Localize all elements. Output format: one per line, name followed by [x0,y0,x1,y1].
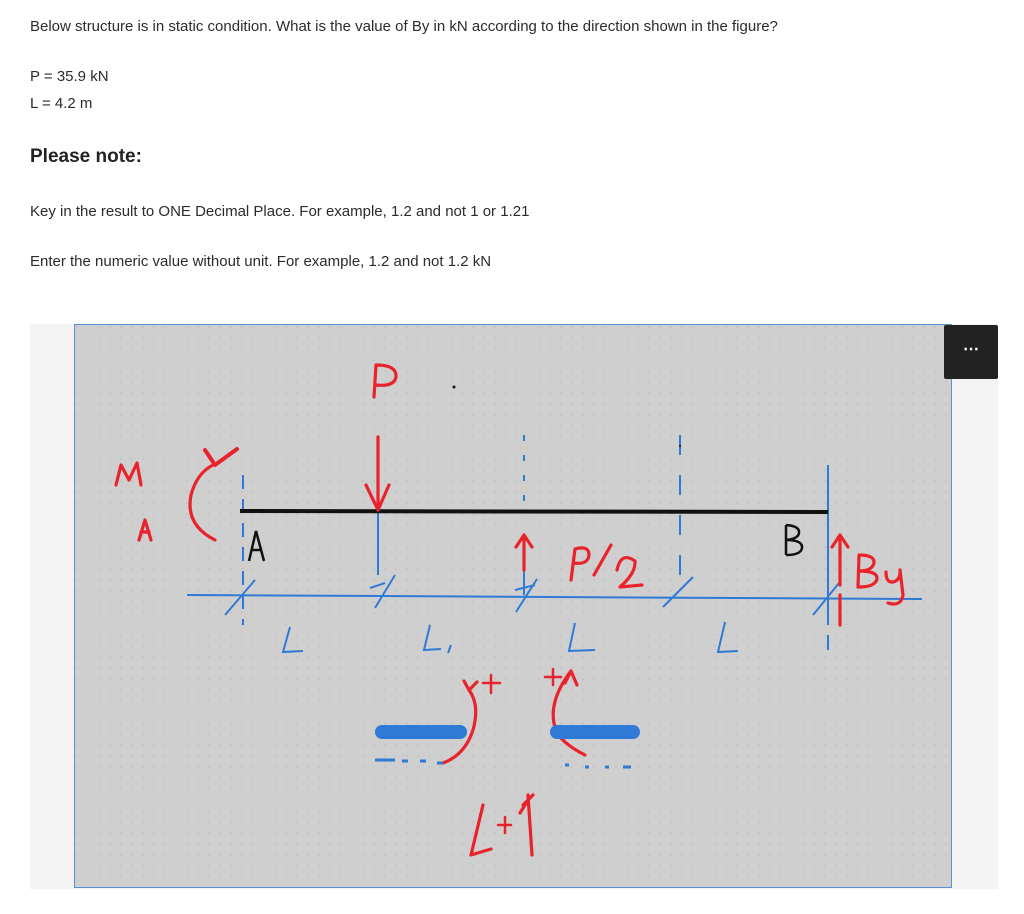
beam-figure [74,324,952,888]
note-line-1: Key in the result to ONE Decimal Place. For example, 1.2 and not 1 or 1.21 [30,203,530,220]
question-text: Below structure is in static condition. What is the value of By in kN according to the direction shown in the figure? [30,18,778,35]
p-value: P = 35.9 kN [30,68,109,85]
speck-1 [453,386,456,389]
note-line-2: Enter the numeric value without unit. For example, 1.2 and not 1.2 kN [30,253,492,270]
l-value: L = 4.2 m [30,95,93,112]
beam-figure-svg [75,325,952,888]
more-options-button[interactable] [944,325,998,379]
beam-line [240,511,828,512]
speck-2 [679,445,681,447]
note-heading: Please note: [30,146,142,167]
ellipsis-icon: ⋯ [963,341,979,358]
